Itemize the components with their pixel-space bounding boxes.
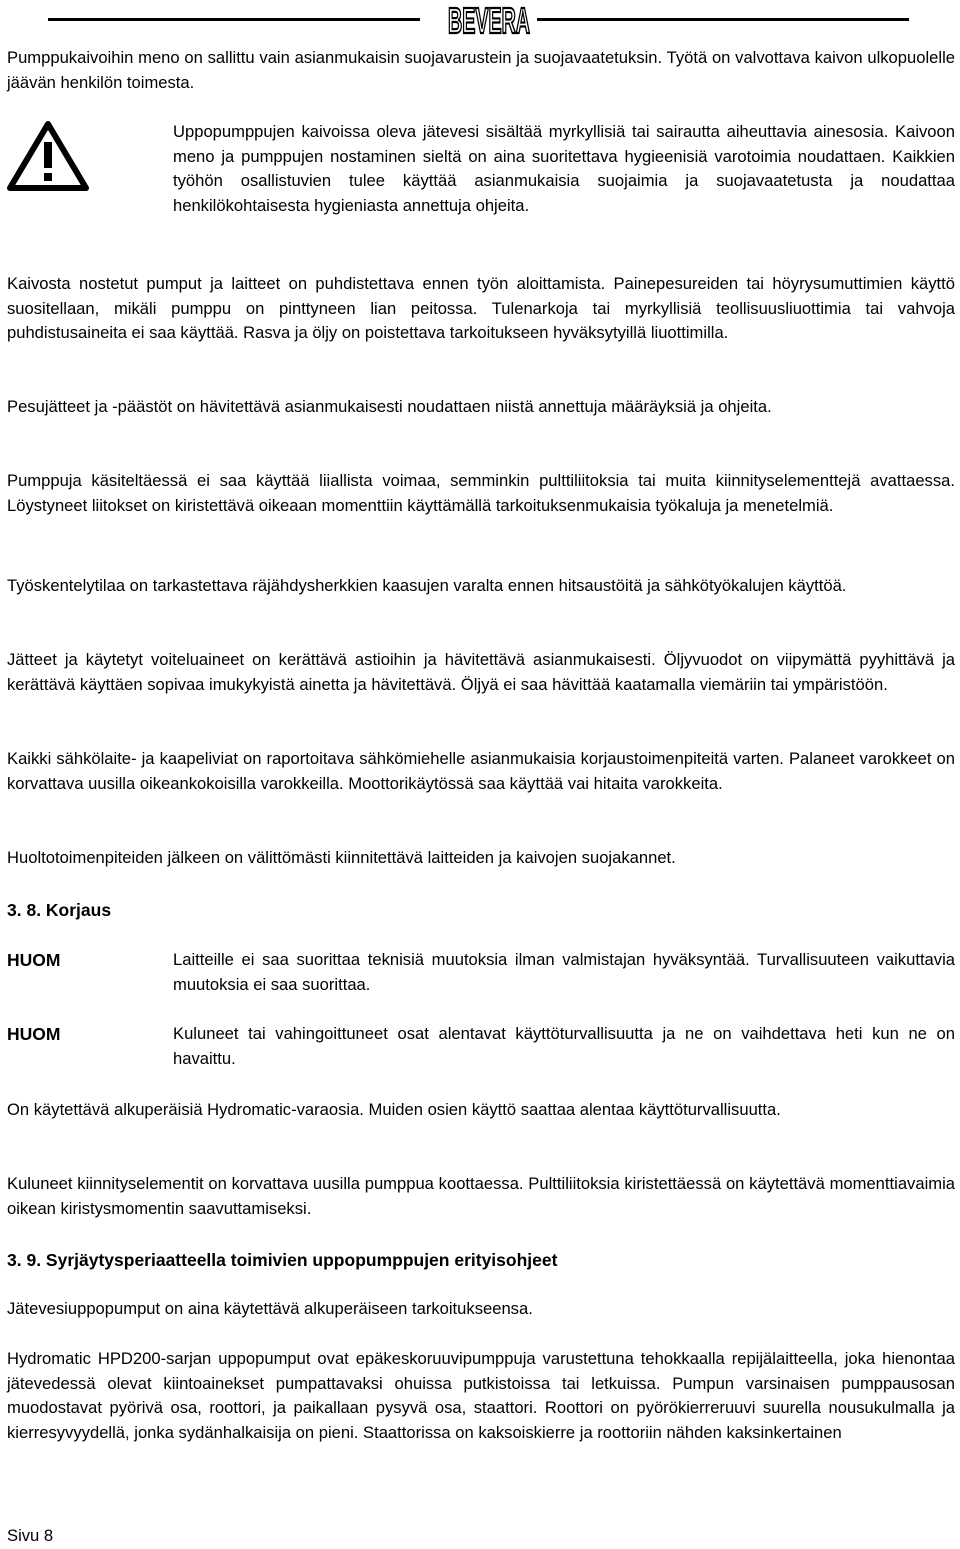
section-heading-displacement-pumps: 3. 9. Syrjäytysperiaatteella toimivien uppopumppujen erityisohjeet bbox=[7, 1250, 558, 1270]
note-text: Kuluneet tai vahingoittuneet osat alentavat käyttöturvallisuutta ja ne on vaihdettava heti kun ne on havaittu. bbox=[173, 1024, 955, 1068]
paragraph-hpd200: Hydromatic HPD200-sarjan uppopumput ovat epäkeskoruuvipumppuja varustettuna tehokkaalla repijälaitteella, joka hienontaa jätevedessä olevat kiintoainekset pumpattavaksi ohuissa putkistoissa tai letkuissa. Pumpun varsinaisen pumppausosan muodostavat pyörivä osa, roottori, ja paikallaan pysyvä osa, staattori. Roottori on pyörökierreruuvi suurella nousukulmalla ja kierresyvyydellä, jonka sydänhalkaisija on pieni. Staattorissa on kaksoiskierre ja roottoriin nähden kaksinkertainen bbox=[7, 1349, 955, 1442]
note-text: Laitteille ei saa suorittaa teknisiä muutoksia ilman valmistajan hyväksyntää. Turvallisuuteen vaikuttavia muutoksia ei saa suorittaa. bbox=[173, 950, 955, 994]
paragraph-waste: Pesujätteet ja -päästöt on hävitettävä asianmukaisesti noudattaen niistä annettuja määräyksiä ja ohjeita. bbox=[7, 397, 772, 416]
paragraph-access: Pumppukaivoihin meno on sallittu vain asianmukaisin suojavarustein ja suojavaatetuksin. Työtä on valvottava kaivon ulkopuolelle jäävän henkilön toimesta. bbox=[7, 48, 955, 92]
paragraph-lubricants: Jätteet ja käytetyt voiteluaineet on kerättävä astioihin ja hävitettävä asianmukaisesti. Öljyvuodot on viipymättä pyyhittävä ja kerättävä käyttäen sopivaa imukykyistä ainetta ja hävitettävä. Öljyä ei saa hävittää kaatamalla viemäriin tai ympäristöön. bbox=[7, 650, 955, 694]
header-rule-left bbox=[48, 18, 420, 21]
bevera-logo bbox=[446, 0, 532, 40]
paragraph-cleaning: Kaivosta nostetut pumput ja laitteet on puhdistettava ennen työn aloittamista. Painepesureiden tai höyrysumuttimien käyttö suositellaan, mikäli pumppu on pinttyneen lian peitossa. Tulenarkoja tai myrkyllisiä teollisuusliuottimia tai vahvoja puhdistusaineita ei saa käyttää. Rasva ja öljy on poistettava tarkoitukseen hyväksytyillä liuottimilla. bbox=[7, 274, 955, 342]
note-label: HUOM bbox=[7, 1024, 61, 1044]
warning-triangle-icon bbox=[5, 118, 91, 194]
paragraph-electrical: Kaikki sähkölaite- ja kaapeliviat on raportoitava sähkömiehelle asianmukaisia korjaustoimenpiteitä varten. Palaneet varokkeet on korvattava uusilla oikeankokoisilla varokkeilla. Moottorikäytössä saa käyttää vai hitaita varokkeita. bbox=[7, 749, 955, 793]
page-number: Sivu 8 bbox=[7, 1526, 54, 1545]
paragraph-handling: Pumppuja käsiteltäessä ei saa käyttää liiallista voimaa, semminkin pulttiliitoksia tai muita kiinnityselementtejä avattaessa. Löystyneet liitokset on kiristettävä oikeaan momenttiin käyttämällä tarkoituksenmukaisia työkaluja ja menetelmiä. bbox=[7, 471, 955, 515]
paragraph-original-parts: On käytettävä alkuperäisiä Hydromatic-varaosia. Muiden osien käyttö saattaa alentaa käyttöturvallisuutta. bbox=[7, 1100, 781, 1119]
paragraph-intended-use: Jätevesiuppopumput on aina käytettävä alkuperäiseen tarkoitukseensa. bbox=[7, 1299, 533, 1318]
paragraph-hygiene-warning: Uppopumppujen kaivoissa oleva jätevesi sisältää myrkyllisiä tai sairautta aiheuttavia ainesosia. Kaivoon meno ja pumppujen nostaminen sieltä on aina suoritettava hygieenisiä varotoimia noudattaen. Kaikkien työhön osallistuvien tulee käyttää asianmukaisia suojaimia ja suojavaatetusta ja noudattaa henkilökohtaisesta hygieniasta annettuja ohjeita. bbox=[173, 122, 955, 215]
paragraph-covers: Huoltotoimenpiteiden jälkeen on välittömästi kiinnitettävä laitteiden ja kaivojen suojakannet. bbox=[7, 848, 676, 867]
header-rule-right bbox=[537, 18, 909, 21]
note-label: HUOM bbox=[7, 950, 61, 970]
paragraph-fasteners: Kuluneet kiinnityselementit on korvattava uusilla pumppua koottaessa. Pulttiliitoksia kiristettäessä on käytettävä momenttiavaimia oikean kiristysmomentin saavuttamiseksi. bbox=[7, 1174, 955, 1218]
svg-text:BEVERA: BEVERA bbox=[448, 0, 530, 41]
paragraph-explosive-gas: Työskentelytilaa on tarkastettava räjähdysherkkien kaasujen varalta ennen hitsaustöitä ja sähkötyökalujen käyttöä. bbox=[7, 576, 847, 595]
section-heading-repair: 3. 8. Korjaus bbox=[7, 900, 112, 920]
